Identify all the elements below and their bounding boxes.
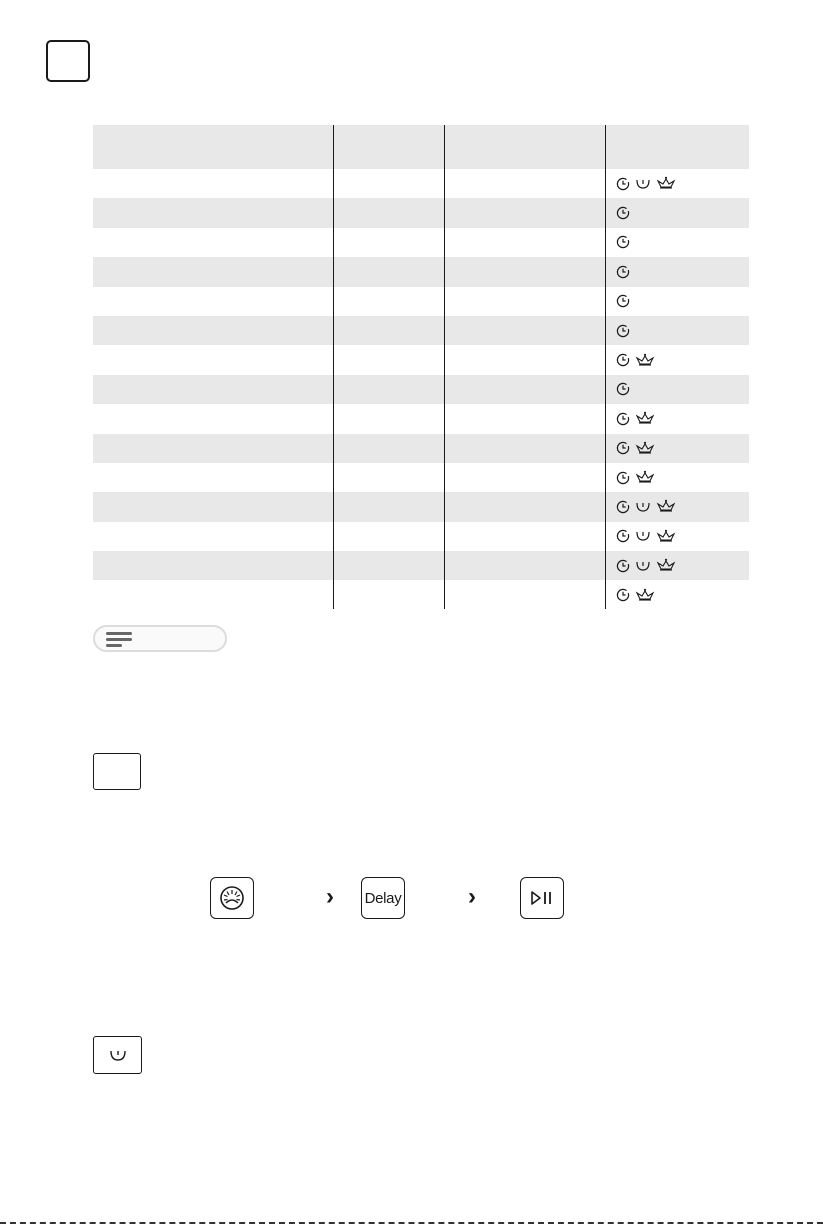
crown-icon — [635, 588, 655, 603]
prewash-basin-icon — [108, 1047, 128, 1063]
menu-lines-icon — [105, 631, 135, 649]
clock-icon — [616, 588, 630, 602]
table-row — [93, 228, 749, 257]
clock-icon — [616, 235, 630, 249]
step-arrow: › — [326, 883, 334, 910]
option-icons — [616, 404, 655, 433]
clock-icon — [616, 324, 630, 338]
page-cut-line — [0, 1222, 823, 1224]
option-icons — [616, 257, 630, 286]
program-dial-button[interactable] — [210, 877, 254, 919]
option-icons — [616, 434, 655, 463]
crown-icon — [656, 529, 676, 544]
crown-icon — [656, 558, 676, 573]
start-pause-button[interactable] — [520, 877, 564, 919]
play-pause-icon — [529, 889, 555, 907]
crown-icon — [635, 411, 655, 426]
table-row — [93, 198, 749, 227]
clock-icon — [616, 353, 630, 367]
clock-icon — [616, 441, 630, 455]
clock-icon — [616, 265, 630, 279]
delay-button[interactable] — [361, 877, 405, 919]
option-icons — [616, 228, 630, 257]
prewash-basin-icon — [635, 529, 651, 543]
table-row — [93, 345, 749, 374]
option-icons — [616, 198, 630, 227]
table-row — [93, 404, 749, 433]
table-header-row — [93, 125, 749, 169]
column-divider — [333, 125, 334, 609]
crown-icon — [635, 470, 655, 485]
crown-icon — [656, 499, 676, 514]
prewash-basin-icon — [635, 177, 651, 191]
table-row — [93, 580, 749, 609]
note-badge — [93, 625, 227, 652]
page-number-box — [46, 40, 90, 82]
option-icons — [616, 580, 655, 609]
prewash-basin-icon — [635, 559, 651, 573]
clock-icon — [616, 294, 630, 308]
column-divider — [605, 125, 606, 609]
table-row — [93, 257, 749, 286]
option-icons — [616, 316, 630, 345]
table-row — [93, 287, 749, 316]
table-row — [93, 551, 749, 580]
program-dial-icon — [217, 883, 247, 913]
table-body — [93, 169, 749, 610]
crown-icon — [635, 353, 655, 368]
table-row — [93, 169, 749, 198]
column-divider — [444, 125, 445, 609]
clock-icon — [616, 382, 630, 396]
crown-icon — [635, 441, 655, 456]
option-icons — [616, 169, 676, 198]
delay-button-label: Delay — [364, 889, 402, 907]
clock-icon — [616, 529, 630, 543]
clock-icon — [616, 500, 630, 514]
option-icons — [616, 492, 676, 521]
clock-icon — [616, 206, 630, 220]
table-row — [93, 316, 749, 345]
clock-icon — [616, 559, 630, 573]
option-button-frame — [93, 753, 141, 790]
option-icons — [616, 287, 630, 316]
step-arrow: › — [468, 883, 476, 910]
option-icons — [616, 375, 630, 404]
program-options-table — [93, 125, 749, 610]
prewash-basin-icon — [635, 500, 651, 514]
table-row — [93, 375, 749, 404]
table-row — [93, 463, 749, 492]
table-row — [93, 522, 749, 551]
option-icons — [616, 463, 655, 492]
crown-icon — [656, 176, 676, 191]
option-icons — [616, 345, 655, 374]
option-icons — [616, 551, 676, 580]
clock-icon — [616, 471, 630, 485]
table-row — [93, 434, 749, 463]
clock-icon — [616, 412, 630, 426]
table-row — [93, 492, 749, 521]
prewash-button[interactable] — [93, 1036, 142, 1074]
clock-icon — [616, 177, 630, 191]
option-icons — [616, 522, 676, 551]
